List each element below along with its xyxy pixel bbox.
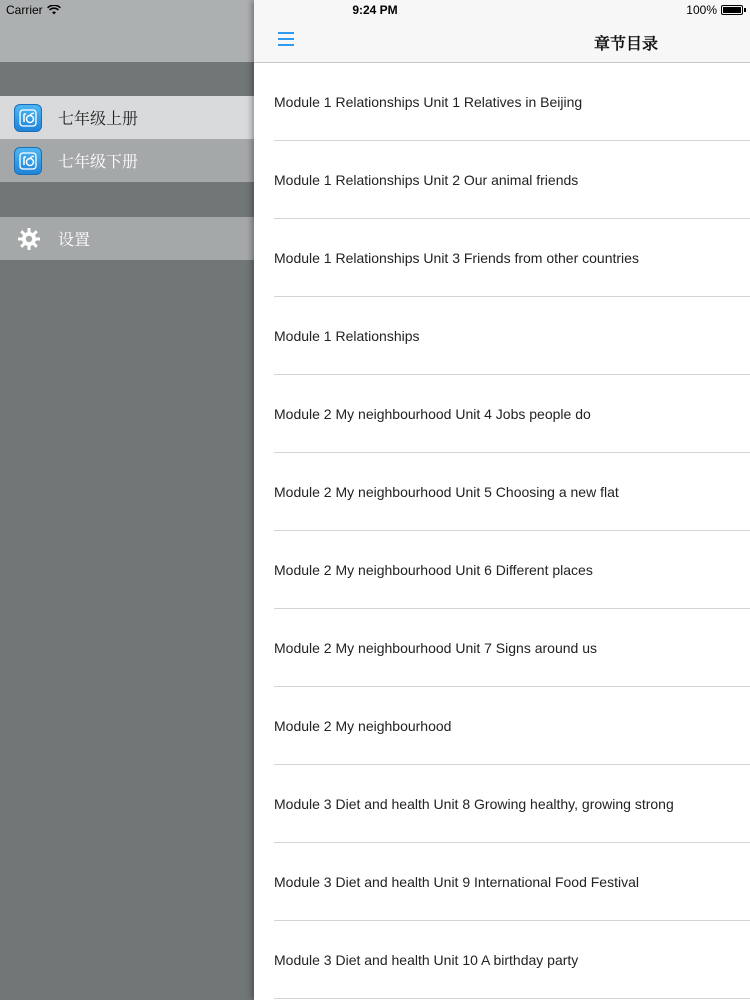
sidebar-item-grade7-vol1[interactable] — [0, 96, 254, 139]
list-item[interactable] — [254, 297, 750, 375]
sidebar-item-label: 七年级下册 — [58, 152, 139, 171]
gear-icon — [15, 225, 43, 253]
list-item-label: Module 1 Relationships Unit 3 Friends from other countries — [274, 250, 639, 266]
list-item-label: Module 3 Diet and health Unit 9 International Food Festival — [274, 874, 639, 890]
list-item-label: Module 1 Relationships Unit 1 Relatives in Beijing — [274, 94, 583, 110]
list-item-label: Module 2 My neighbourhood Unit 5 Choosing a new flat — [274, 484, 619, 500]
sidebar-item-label: 设置 — [58, 230, 91, 249]
battery-status — [686, 3, 746, 17]
chapter-list — [254, 63, 750, 999]
sidebar — [0, 0, 254, 1000]
sidebar-item-label: 七年级上册 — [58, 109, 139, 128]
list-item[interactable] — [254, 687, 750, 765]
list-item[interactable] — [254, 921, 750, 999]
list-item-label: Module 2 My neighbourhood Unit 4 Jobs people do — [274, 406, 591, 422]
list-item-label: Module 3 Diet and health Unit 10 A birthday party — [274, 952, 579, 968]
page-title: 章节目录 — [594, 34, 659, 53]
list-item-label: Module 2 My neighbourhood Unit 7 Signs around us — [274, 640, 597, 656]
list-item[interactable] — [254, 843, 750, 921]
list-item-label: Module 1 Relationships Unit 2 Our animal friends — [274, 172, 579, 188]
battery-fill — [723, 7, 741, 13]
list-item-label: Module 2 My neighbourhood — [274, 718, 452, 734]
list-item[interactable] — [254, 453, 750, 531]
textbook-app-icon — [14, 104, 42, 132]
sidebar-item-grade7-vol2[interactable] — [0, 139, 254, 182]
list-item[interactable] — [254, 219, 750, 297]
battery-tip — [744, 8, 746, 12]
textbook-app-icon — [14, 147, 42, 175]
status-bar — [0, 0, 750, 20]
list-item[interactable] — [254, 765, 750, 843]
carrier-label: Carrier — [6, 3, 43, 17]
battery-icon — [721, 5, 743, 15]
chapter-panel — [254, 0, 750, 1000]
battery-percent: 100% — [686, 3, 717, 17]
status-time: 9:24 PM — [352, 3, 398, 17]
list-item-label: Module 1 Relationships — [274, 328, 420, 344]
list-item[interactable] — [254, 609, 750, 687]
hamburger-menu-icon[interactable] — [278, 32, 294, 46]
list-item[interactable] — [254, 141, 750, 219]
list-item-label: Module 3 Diet and health Unit 8 Growing healthy, growing strong — [274, 796, 674, 812]
sidebar-item-settings[interactable] — [0, 217, 254, 260]
list-item-label: Module 2 My neighbourhood Unit 6 Different places — [274, 562, 593, 578]
list-item[interactable] — [254, 531, 750, 609]
list-item[interactable] — [254, 375, 750, 453]
list-item[interactable] — [254, 63, 750, 141]
